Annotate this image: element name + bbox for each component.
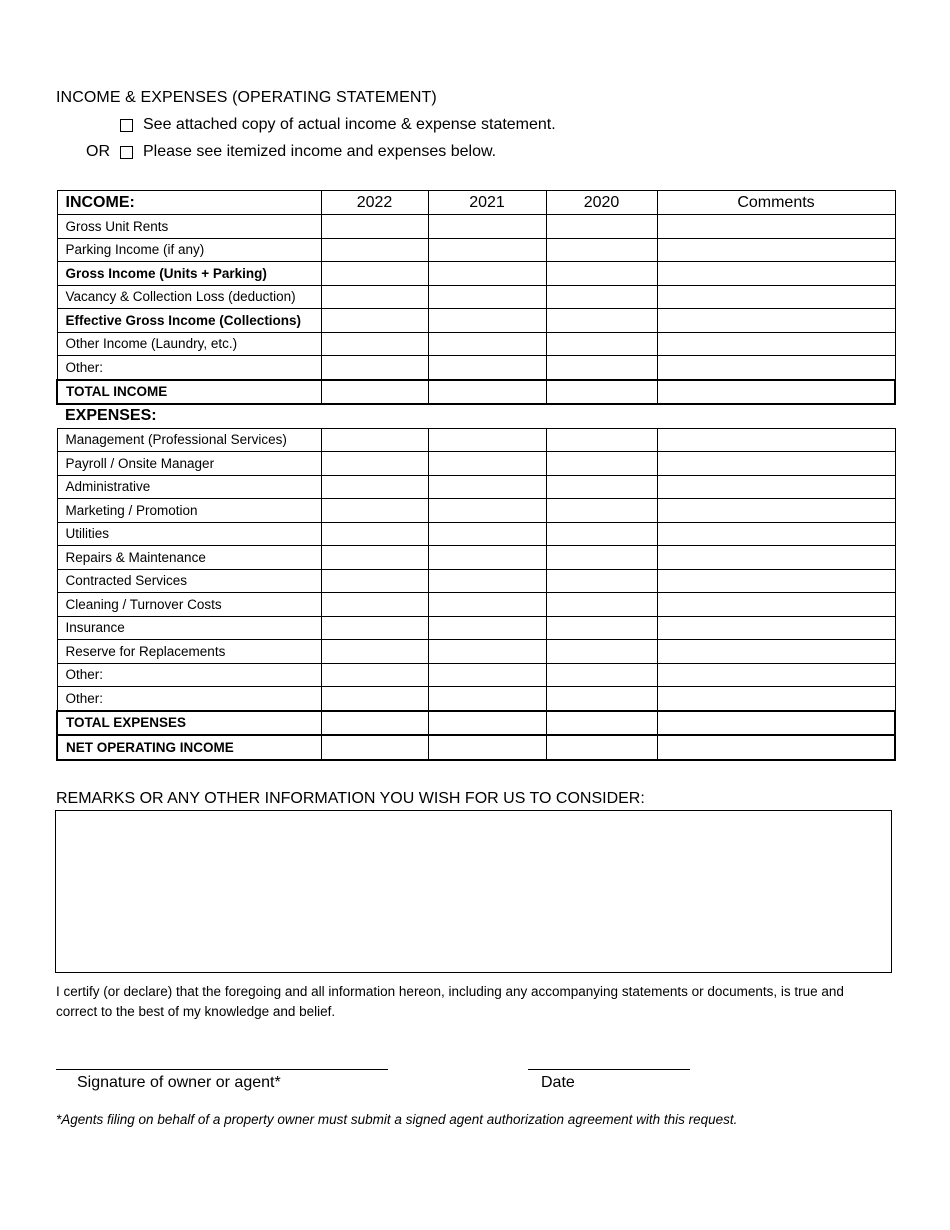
remarks-input[interactable] — [55, 810, 892, 973]
input-cell[interactable] — [321, 711, 428, 736]
input-cell[interactable] — [321, 735, 428, 760]
row-label: Cleaning / Turnover Costs — [57, 593, 321, 617]
input-cell[interactable] — [546, 711, 657, 736]
input-cell[interactable] — [657, 687, 895, 711]
input-cell[interactable] — [546, 593, 657, 617]
income-header: INCOME: — [57, 191, 321, 215]
table-row — [57, 332, 895, 356]
input-cell[interactable] — [546, 428, 657, 452]
input-cell[interactable] — [321, 238, 428, 262]
input-cell[interactable] — [657, 593, 895, 617]
input-cell[interactable] — [657, 452, 895, 476]
input-cell[interactable] — [657, 663, 895, 687]
input-cell[interactable] — [546, 238, 657, 262]
table-row — [57, 593, 895, 617]
input-cell[interactable] — [428, 380, 546, 405]
input-cell[interactable] — [657, 546, 895, 570]
input-cell[interactable] — [321, 687, 428, 711]
input-cell[interactable] — [428, 309, 546, 333]
table-header-row — [57, 191, 895, 215]
input-cell[interactable] — [546, 380, 657, 405]
row-label: Effective Gross Income (Collections) — [57, 309, 321, 333]
input-cell[interactable] — [428, 428, 546, 452]
input-cell[interactable] — [428, 475, 546, 499]
input-cell[interactable] — [428, 262, 546, 286]
input-cell[interactable] — [428, 711, 546, 736]
row-label: Repairs & Maintenance — [57, 546, 321, 570]
remarks-title: REMARKS OR ANY OTHER INFORMATION YOU WISH FOR US TO CONSIDER: — [56, 790, 645, 807]
column-header-2021: 2021 — [428, 191, 546, 215]
owner-signature-label: Signature of owner or agent* — [77, 1074, 281, 1091]
table-row — [57, 309, 895, 333]
option-itemized-label: Please see itemized income and expenses below. — [143, 143, 497, 160]
input-cell[interactable] — [546, 687, 657, 711]
section-title: INCOME & EXPENSES (OPERATING STATEMENT) — [56, 89, 437, 106]
table-row — [57, 663, 895, 687]
row-label: Administrative — [57, 475, 321, 499]
row-label: Other: — [57, 663, 321, 687]
input-cell[interactable] — [428, 499, 546, 523]
agent-footnote: *Agents filing on behalf of a property owner must submit a signed agent authorization agreement with this request. — [56, 1112, 738, 1127]
input-cell[interactable] — [321, 332, 428, 356]
input-cell[interactable] — [428, 215, 546, 239]
income-expense-table — [56, 190, 896, 761]
input-cell[interactable] — [321, 546, 428, 570]
date-label: Date — [541, 1074, 575, 1091]
column-header-comments: Comments — [657, 191, 895, 215]
input-cell[interactable] — [546, 640, 657, 664]
input-cell[interactable] — [546, 262, 657, 286]
input-cell[interactable] — [657, 238, 895, 262]
table-row — [57, 616, 895, 640]
itemized-checkbox[interactable] — [120, 146, 133, 159]
row-label: Utilities — [57, 522, 321, 546]
input-cell[interactable] — [657, 640, 895, 664]
or-label: OR — [86, 143, 110, 160]
table-row — [57, 522, 895, 546]
input-cell[interactable] — [321, 356, 428, 380]
input-cell[interactable] — [546, 735, 657, 760]
input-cell[interactable] — [657, 711, 895, 736]
input-cell[interactable] — [546, 332, 657, 356]
input-cell[interactable] — [546, 546, 657, 570]
row-label: Reserve for Replacements — [57, 640, 321, 664]
input-cell[interactable] — [428, 735, 546, 760]
column-header-2022: 2022 — [321, 191, 428, 215]
input-cell[interactable] — [321, 522, 428, 546]
row-label: Gross Unit Rents — [57, 215, 321, 239]
input-cell[interactable] — [657, 616, 895, 640]
table-row — [57, 238, 895, 262]
row-label: Parking Income (if any) — [57, 238, 321, 262]
input-cell[interactable] — [657, 332, 895, 356]
table-row — [57, 475, 895, 499]
input-cell[interactable] — [657, 285, 895, 309]
input-cell[interactable] — [428, 356, 546, 380]
input-cell[interactable] — [428, 452, 546, 476]
input-cell[interactable] — [428, 640, 546, 664]
input-cell[interactable] — [428, 616, 546, 640]
total-income-label: TOTAL INCOME — [57, 380, 321, 405]
table-row — [57, 285, 895, 309]
table-row — [57, 452, 895, 476]
input-cell[interactable] — [428, 593, 546, 617]
input-cell[interactable] — [546, 616, 657, 640]
owner-signature-line[interactable] — [56, 1069, 388, 1070]
table-row — [57, 569, 895, 593]
input-cell[interactable] — [546, 663, 657, 687]
input-cell[interactable] — [321, 215, 428, 239]
input-cell[interactable] — [428, 238, 546, 262]
input-cell[interactable] — [428, 663, 546, 687]
input-cell[interactable] — [657, 356, 895, 380]
total-income-row — [57, 380, 895, 405]
input-cell[interactable] — [657, 522, 895, 546]
input-cell[interactable] — [428, 569, 546, 593]
input-cell[interactable] — [428, 687, 546, 711]
expenses-header-row — [57, 404, 895, 428]
input-cell[interactable] — [546, 499, 657, 523]
row-label: Vacancy & Collection Loss (deduction) — [57, 285, 321, 309]
input-cell[interactable] — [428, 546, 546, 570]
input-cell[interactable] — [546, 569, 657, 593]
input-cell[interactable] — [657, 735, 895, 760]
row-label: Marketing / Promotion — [57, 499, 321, 523]
input-cell[interactable] — [657, 499, 895, 523]
input-cell[interactable] — [428, 522, 546, 546]
input-cell[interactable] — [321, 499, 428, 523]
table-row — [57, 499, 895, 523]
table-row — [57, 546, 895, 570]
input-cell[interactable] — [546, 475, 657, 499]
input-cell[interactable] — [321, 285, 428, 309]
input-cell[interactable] — [321, 569, 428, 593]
expenses-header: EXPENSES: — [57, 404, 895, 428]
input-cell[interactable] — [428, 332, 546, 356]
row-label: Insurance — [57, 616, 321, 640]
table-row — [57, 356, 895, 380]
attached-statement-checkbox[interactable] — [120, 119, 133, 132]
input-cell[interactable] — [321, 452, 428, 476]
option-attached-statement[interactable] — [120, 116, 556, 134]
input-cell[interactable] — [657, 309, 895, 333]
input-cell[interactable] — [321, 663, 428, 687]
input-cell[interactable] — [657, 428, 895, 452]
input-cell[interactable] — [321, 309, 428, 333]
input-cell[interactable] — [321, 640, 428, 664]
input-cell[interactable] — [657, 380, 895, 405]
input-cell[interactable] — [428, 285, 546, 309]
row-label: Management (Professional Services) — [57, 428, 321, 452]
table-row — [57, 687, 895, 711]
row-label: Payroll / Onsite Manager — [57, 452, 321, 476]
input-cell[interactable] — [546, 452, 657, 476]
row-label: Other: — [57, 356, 321, 380]
input-cell[interactable] — [546, 215, 657, 239]
input-cell[interactable] — [546, 285, 657, 309]
total-expenses-row — [57, 711, 895, 736]
net-operating-income-label: NET OPERATING INCOME — [57, 735, 321, 760]
row-label: Gross Income (Units + Parking) — [57, 262, 321, 286]
input-cell[interactable] — [657, 569, 895, 593]
table-row — [57, 262, 895, 286]
option-attached-label: See attached copy of actual income & expense statement. — [143, 116, 556, 133]
input-cell[interactable] — [321, 262, 428, 286]
row-label: Other: — [57, 687, 321, 711]
total-expenses-label: TOTAL EXPENSES — [57, 711, 321, 736]
input-cell[interactable] — [321, 428, 428, 452]
input-cell[interactable] — [321, 593, 428, 617]
option-itemized[interactable] — [86, 143, 496, 161]
date-line[interactable] — [528, 1069, 690, 1070]
input-cell[interactable] — [657, 475, 895, 499]
input-cell[interactable] — [546, 356, 657, 380]
input-cell[interactable] — [321, 475, 428, 499]
table-row — [57, 215, 895, 239]
input-cell[interactable] — [546, 522, 657, 546]
row-label: Other Income (Laundry, etc.) — [57, 332, 321, 356]
input-cell[interactable] — [657, 262, 895, 286]
input-cell[interactable] — [546, 309, 657, 333]
net-operating-income-row — [57, 735, 895, 760]
input-cell[interactable] — [657, 215, 895, 239]
row-label: Contracted Services — [57, 569, 321, 593]
certification-text: I certify (or declare) that the foregoing and all information hereon, including any accompanying statements or documents, is true and correct to the best of my knowledge and belief. — [56, 984, 844, 1019]
input-cell[interactable] — [321, 616, 428, 640]
table-row — [57, 640, 895, 664]
column-header-2020: 2020 — [546, 191, 657, 215]
input-cell[interactable] — [321, 380, 428, 405]
table-row — [57, 428, 895, 452]
